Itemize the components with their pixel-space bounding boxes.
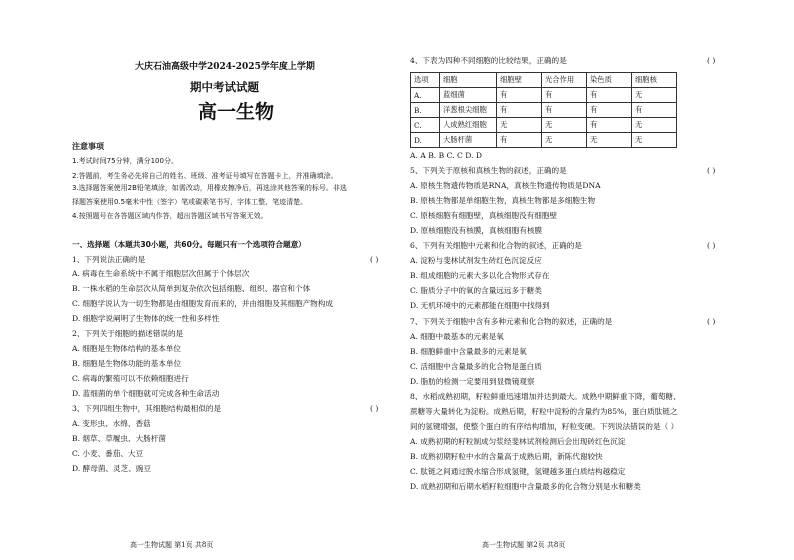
question-stem: 1、下列说法正确的是 — [72, 255, 146, 264]
option-line: B. 原核生物都是单细胞生物，真核生物都是多细胞生物 — [410, 196, 596, 205]
option-line: B. 一株水稻的生命层次从简单到复杂依次包括细胞、组织、器官和个体 — [72, 284, 311, 293]
answer-paren: ( ) — [707, 166, 716, 175]
option-line: B. 细胞是生物体功能的基本单位 — [72, 359, 182, 368]
table-cell: 无 — [632, 133, 677, 148]
notice-line: 4.按照题号在各答题区域内作答，超出答题区域书写答案无效。 — [72, 212, 268, 220]
option-line: B. 细胞鲜重中含量最多的元素是氧 — [410, 347, 527, 356]
option-line: D. 成熟初期和后期水稻籽粒细胞中含量最多的化合物分别是水和糖类 — [410, 482, 641, 491]
question-stem: 7、下列关于细胞中含有多种元素和化合物的叙述，正确的是 — [410, 317, 613, 326]
option-line: C. 脂质分子中的氧的含量远远多于糖类 — [410, 286, 542, 295]
answer-paren: ( ) — [707, 241, 716, 250]
table-cell: 无 — [632, 118, 677, 133]
answer-paren: ( ) — [707, 56, 716, 65]
table-cell: D. — [411, 133, 440, 148]
option-line: D. 原核细胞没有核膜，真核细胞有核膜 — [410, 226, 543, 235]
option-line: A. 淀粉与斐林试剂发生砖红色沉淀反应 — [410, 256, 542, 265]
option-line: A. 细胞是生物体结构的基本单位 — [72, 344, 182, 353]
table-cell: 有 — [497, 88, 542, 103]
option-line: D. 酵母菌、灵芝、豌豆 — [72, 464, 151, 473]
option-line: B. 烟草、草履虫、大肠杆菌 — [72, 434, 166, 443]
table-cell: C. — [411, 118, 440, 133]
option-line: C. 细胞学说认为一切生物都是由细胞发育而来的，并由细胞及其细胞产物构成 — [72, 299, 333, 308]
table-cell: 有 — [587, 88, 632, 103]
table-cell: 有 — [542, 103, 587, 118]
notice-line: 择题答案使用0.5毫米中性（签字）笔或碳素笔书写，字体工整，笔迹清楚。 — [72, 198, 308, 206]
q4-options: A. A B. B C. C D. D — [410, 151, 482, 160]
option-line: D. 蓝细菌的单个细胞就可完成各种生命活动 — [72, 389, 220, 398]
option-line: C. 肽链之间通过脱水缩合形成氢键，氢键越多蛋白质结构越稳定 — [410, 467, 626, 476]
table-cell: 大肠杆菌 — [440, 133, 497, 148]
table-header-cell: 染色质 — [587, 73, 632, 88]
option-line: A. 原核生物遗传物质是RNA，真核生物遗传物质是DNA — [410, 181, 601, 190]
table-row — [411, 103, 677, 118]
question-stem: 4、下表为四种不同细胞的比较结果，正确的是 — [410, 56, 567, 65]
table-cell: 无 — [632, 88, 677, 103]
table-cell: 有 — [497, 133, 542, 148]
option-line: A. 变形虫、水绵、香菇 — [72, 419, 151, 428]
table-header-cell: 细胞 — [440, 73, 497, 88]
table-cell: 有 — [587, 103, 632, 118]
option-line: C. 病毒的繁殖可以不依赖细胞进行 — [72, 374, 189, 383]
table-cell: B. — [411, 103, 440, 118]
table-header-cell: 细胞壁 — [497, 73, 542, 88]
table-cell: 蓝细菌 — [440, 88, 497, 103]
table-cell: 洋葱根尖细胞 — [440, 103, 497, 118]
option-line: A. 成熟初期的籽粒制成匀浆经斐林试剂检测后会出现砖红色沉淀 — [410, 437, 626, 446]
table-cell: 人成熟红细胞 — [440, 118, 497, 133]
subject-title: 高一生物 — [198, 101, 275, 123]
question-stem: 3、下列四组生物中，其细胞结构最相似的是 — [72, 404, 222, 413]
comparison-table — [410, 72, 677, 148]
page-footer: 高一生物试题 第2页 共8页 — [482, 541, 566, 549]
option-line: C. 小麦、番茄、大豆 — [72, 449, 144, 458]
option-line: B. 成熟初期籽粒中水的含量高于成熟后期，新陈代谢较快 — [410, 452, 603, 461]
table-cell: A. — [411, 88, 440, 103]
option-line: D. 无机环境中的元素都能在细胞中找得到 — [410, 301, 550, 310]
question-stem-cont: 间的氢键增强，使整个蛋白的有序结构增加，籽粒变硬。下列说法错误的是（ ） — [410, 422, 679, 431]
question-stem: 8、水稻成熟初期，籽粒鲜重迅速增加并达到最大。成熟中期鲜重下降，葡萄糖、 — [410, 392, 681, 401]
exam-title: 期中考试试题 — [190, 80, 259, 94]
table-cell: 有 — [632, 103, 677, 118]
option-line: A. 病毒在生命系统中不属于细胞层次但属于个体层次 — [72, 269, 250, 278]
table-cell: 无 — [542, 118, 587, 133]
notice-line: 3.选择题答案使用2B铅笔填涂，如需改动，用橡皮擦净后，再选涂其他答案的标号。非选 — [72, 184, 347, 192]
question-stem: 2、下列关于细胞的描述错误的是 — [72, 329, 184, 338]
table-cell: 无 — [497, 118, 542, 133]
table-cell: 有 — [542, 88, 587, 103]
table-header-cell: 光合作用 — [542, 73, 587, 88]
option-line: C. 原核细胞有细胞壁，真核细胞没有细胞壁 — [410, 211, 558, 220]
notice-line: 1.考试时间75分钟，满分100分。 — [72, 157, 178, 165]
table-row — [411, 118, 677, 133]
table-cell: 无 — [542, 133, 587, 148]
table-header-row — [411, 73, 677, 88]
table-header-cell: 细胞核 — [632, 73, 677, 88]
option-line: B. 组成细胞的元素大多以化合物形式存在 — [410, 271, 550, 280]
section-title: 一、选择题（本题共30小题，共60分。每题只有一个选项符合题意） — [72, 240, 306, 249]
notice-title: 注意事项 — [72, 142, 104, 151]
answer-paren: ( ) — [370, 255, 379, 264]
table-header-cell: 选项 — [411, 73, 440, 88]
table-row — [411, 88, 677, 103]
answer-paren: ( ) — [370, 404, 379, 413]
question-stem: 6、下列有关细胞中元素和化合物的叙述，正确的是 — [410, 241, 582, 250]
option-line: A. 细胞中最基本的元素是氧 — [410, 332, 504, 341]
table-cell: 有 — [497, 103, 542, 118]
page-footer: 高一生物试题 第1页 共8页 — [130, 541, 214, 549]
school-title: 大庆石油高级中学2024-2025学年度上学期 — [135, 62, 315, 72]
table-cell: 有 — [587, 118, 632, 133]
table-cell: 无 — [587, 133, 632, 148]
answer-paren: ( ) — [707, 317, 716, 326]
option-line: D. 细胞学说阐明了生物体的统一性和多样性 — [72, 314, 220, 323]
option-line: C. 活细胞中含量最多的化合物是蛋白质 — [410, 362, 542, 371]
table-row — [411, 133, 677, 148]
option-line: D. 脂肪的检测一定要用到显微镜观察 — [410, 377, 535, 386]
question-stem: 5、下列关于原核和真核生物的叙述，正确的是 — [410, 166, 567, 175]
notice-line: 2.答题前，考生务必先将自己的姓名、班级、准考证号填写在答题卡上，并准确填涂。 — [72, 172, 338, 180]
question-stem-cont: 蔗糖等大量转化为淀粉。成熟后期，籽粒中淀粉的含量约为85%，蛋白质肽链之 — [410, 407, 678, 416]
